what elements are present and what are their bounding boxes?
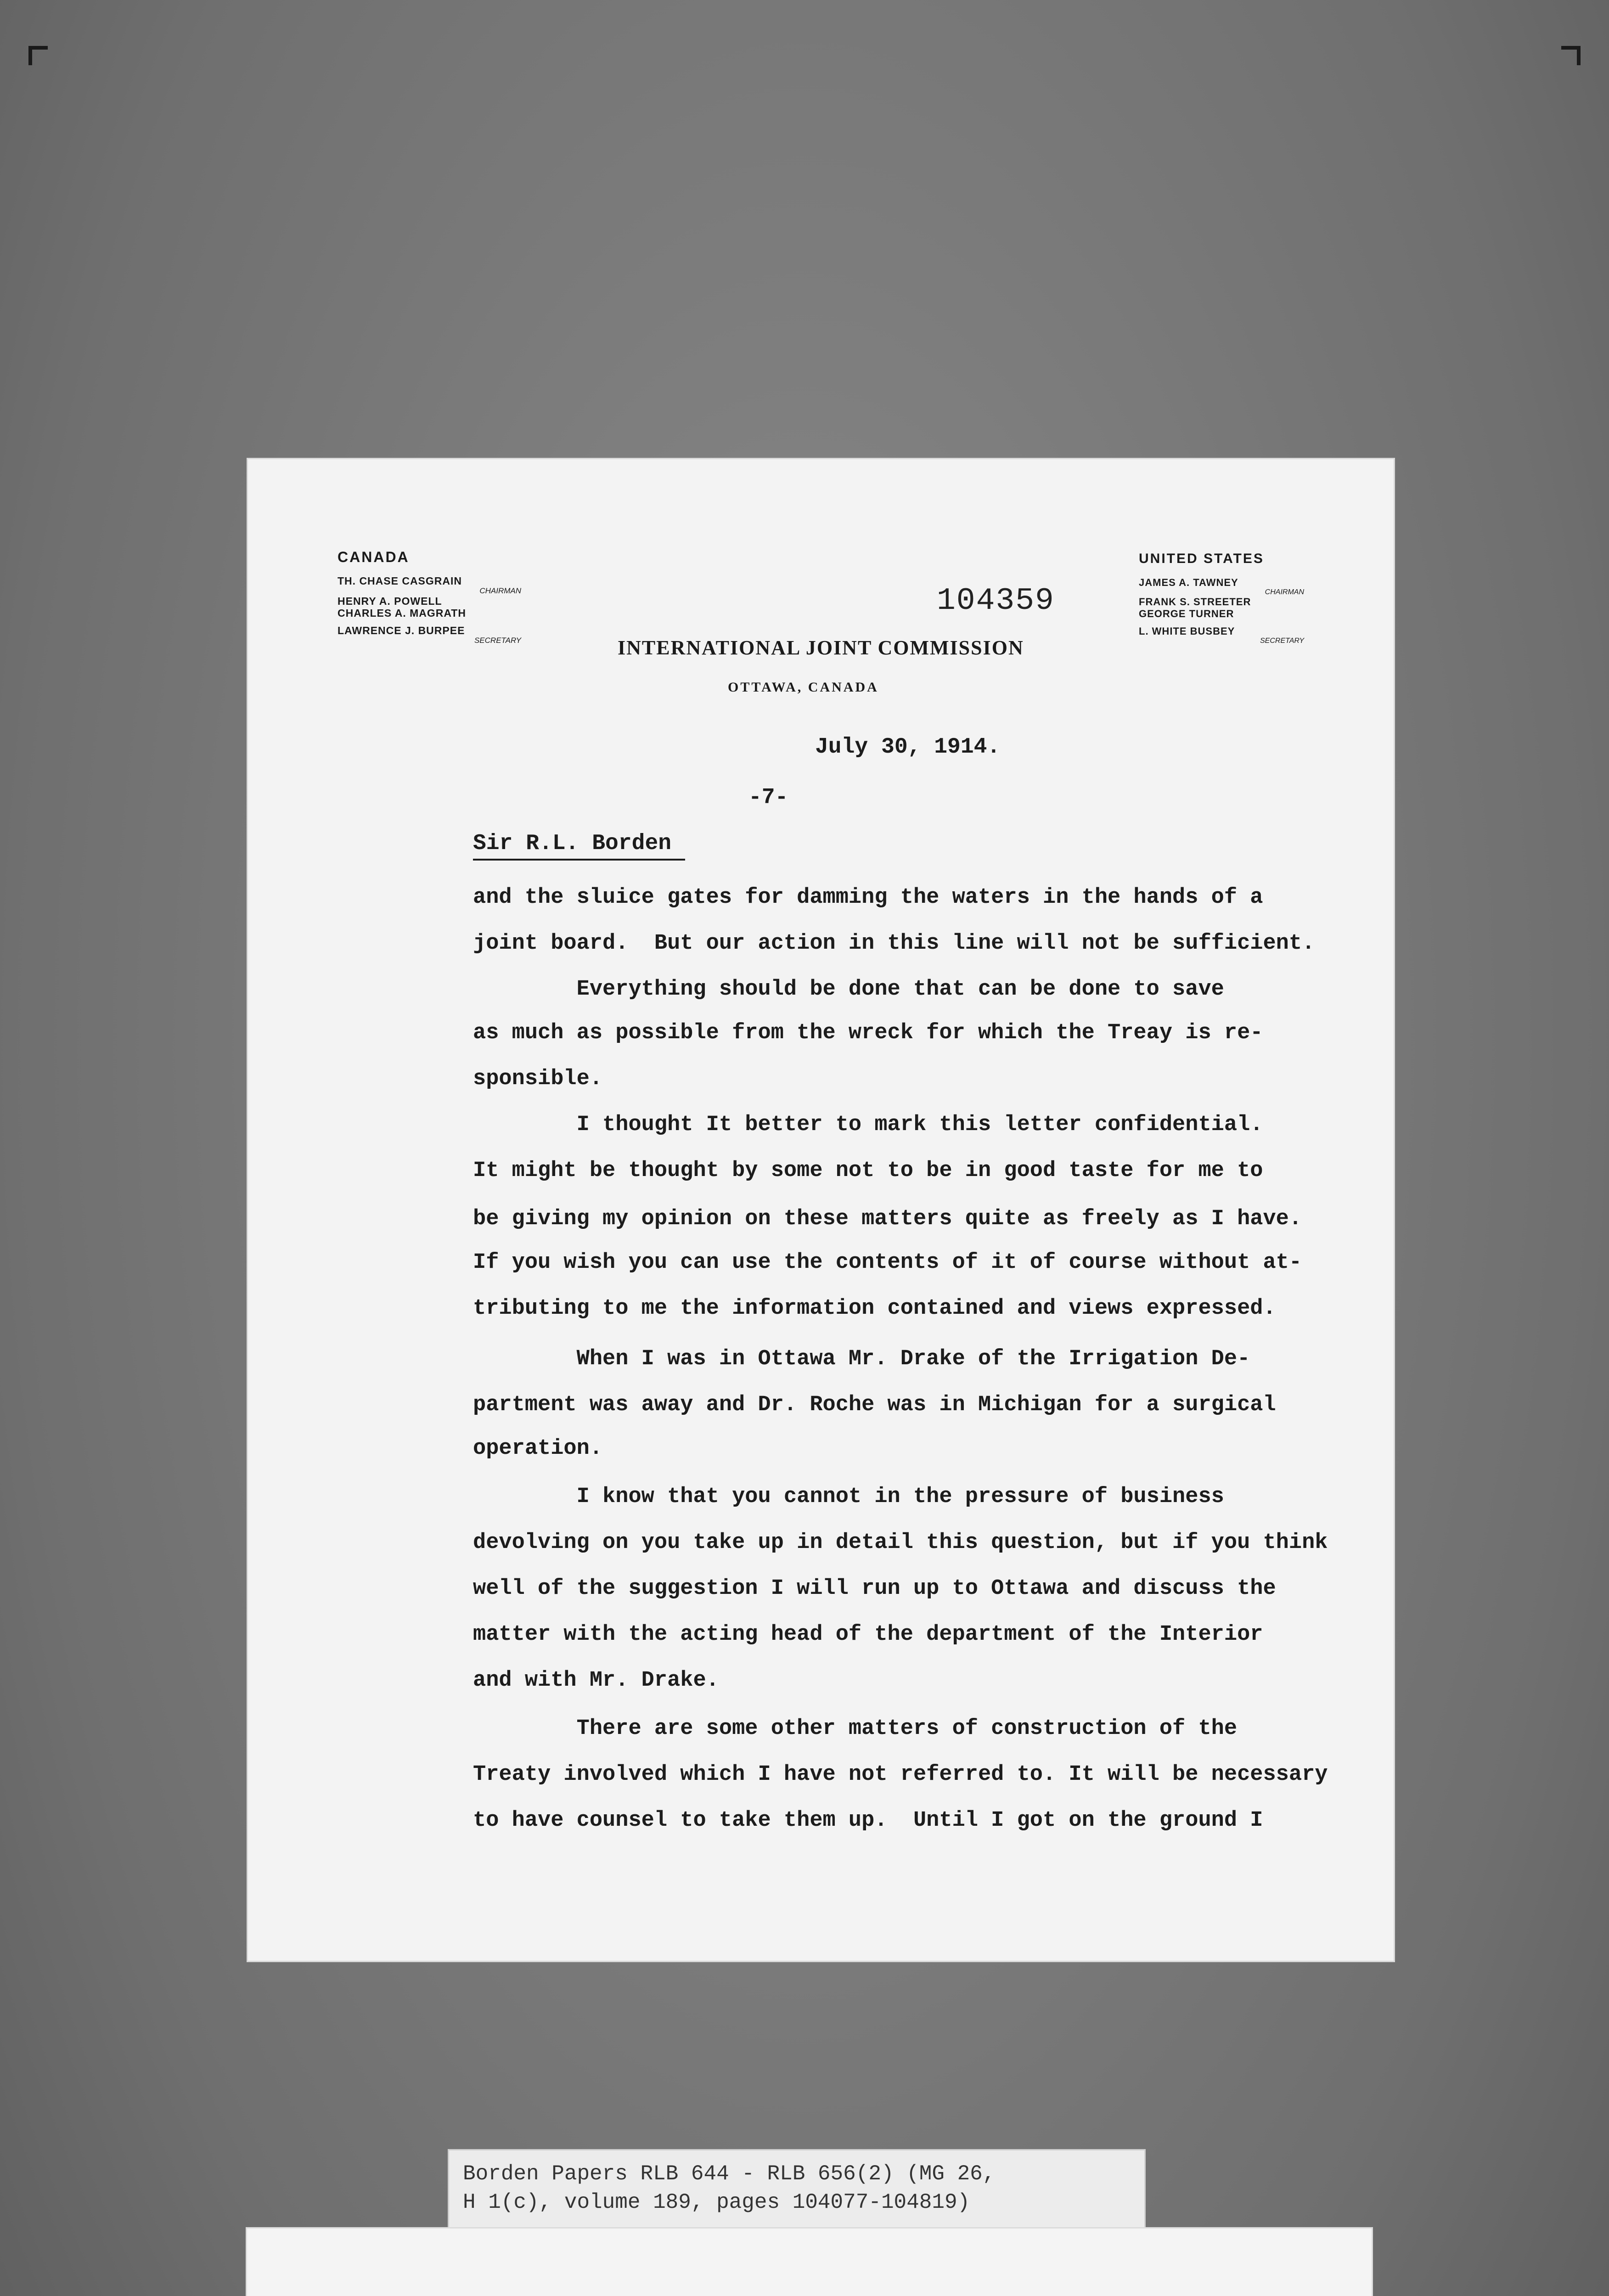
letterhead-country: CANADA: [338, 549, 410, 565]
document-number: 104359: [937, 583, 1055, 619]
letter-line: There are some other matters of construction of the: [473, 1716, 1238, 1741]
archive-reference-label: [448, 2149, 1146, 2236]
member-role: SECRETARY: [474, 636, 521, 645]
letter-line: partment was away and Dr. Roche was in Michigan for a surgical: [473, 1393, 1276, 1417]
letter-line: tributing to me the information contained and views expressed.: [473, 1296, 1276, 1321]
letter-line: Everything should be done that can be done to save: [473, 977, 1224, 1002]
letter-line: as much as possible from the wreck for which the Treay is re-: [473, 1021, 1263, 1045]
member-name: LAWRENCE J. BURPEE: [338, 625, 465, 636]
letter-line: If you wish you can use the contents of it of course without at-: [473, 1250, 1302, 1275]
letter-line: and the sluice gates for damming the waters in the hands of a: [473, 885, 1263, 910]
letter-line: matter with the acting head of the department of the Interior: [473, 1622, 1263, 1647]
letter-line: It might be thought by some not to be in good taste for me to: [473, 1159, 1263, 1183]
letter-salutation: Sir R.L. Borden: [473, 831, 685, 861]
letter-line: be giving my opinion on these matters quite as freely as I have.: [473, 1207, 1302, 1231]
letter-line: I thought It better to mark this letter confidential.: [473, 1113, 1263, 1137]
letter-line: devolving on you take up in detail this question, but if you think: [473, 1531, 1328, 1555]
letterhead-canada: [338, 549, 530, 645]
letter-line: well of the suggestion I will run up to Ottawa and discuss the: [473, 1576, 1276, 1601]
frame-corner-mark: [1561, 46, 1581, 65]
member-name: HENRY A. POWELL: [338, 595, 442, 607]
letter-page: [248, 459, 1394, 1961]
member-name: CHARLES A. MAGRATH: [338, 607, 466, 619]
letter-line: operation.: [473, 1436, 603, 1461]
member-role: CHAIRMAN: [479, 586, 521, 595]
letter-line: joint board. But our action in this line will not be sufficient.: [473, 931, 1315, 956]
member-role: CHAIRMAN: [1265, 588, 1304, 596]
letter-line: sponsible.: [473, 1067, 603, 1091]
letter-line: When I was in Ottawa Mr. Drake of the Irrigation De-: [473, 1347, 1250, 1371]
member-name: FRANK S. STREETER: [1139, 596, 1251, 608]
letter-date: July 30, 1914.: [815, 735, 1001, 760]
member-role: SECRETARY: [1260, 637, 1304, 645]
letterhead-country: UNITED STATES: [1139, 551, 1264, 566]
frame-corner-mark: [28, 46, 48, 65]
organization-city: OTTAWA, CANADA: [728, 680, 879, 695]
archive-reference-line: Borden Papers RLB 644 - RLB 656(2) (MG 26,: [463, 2162, 996, 2186]
letter-line: I know that you cannot in the pressure of business: [473, 1485, 1224, 1509]
member-name: GEORGE TURNER: [1139, 608, 1234, 619]
page-number: -7-: [748, 785, 788, 810]
letterhead-united-states: [1139, 551, 1322, 645]
member-name: L. WHITE BUSBEY: [1139, 625, 1235, 637]
letter-line: to have counsel to take them up. Until I got on the ground I: [473, 1808, 1263, 1833]
member-name: JAMES A. TAWNEY: [1139, 577, 1238, 588]
public-archives-card: [246, 2227, 1373, 2296]
archive-reference-line: H 1(c), volume 189, pages 104077-104819): [463, 2190, 970, 2214]
letter-line: and with Mr. Drake.: [473, 1668, 719, 1693]
letter-line: Treaty involved which I have not referred to. It will be necessary: [473, 1762, 1328, 1787]
member-name: TH. CHASE CASGRAIN: [338, 575, 462, 587]
organization-name: INTERNATIONAL JOINT COMMISSION: [618, 636, 1024, 659]
